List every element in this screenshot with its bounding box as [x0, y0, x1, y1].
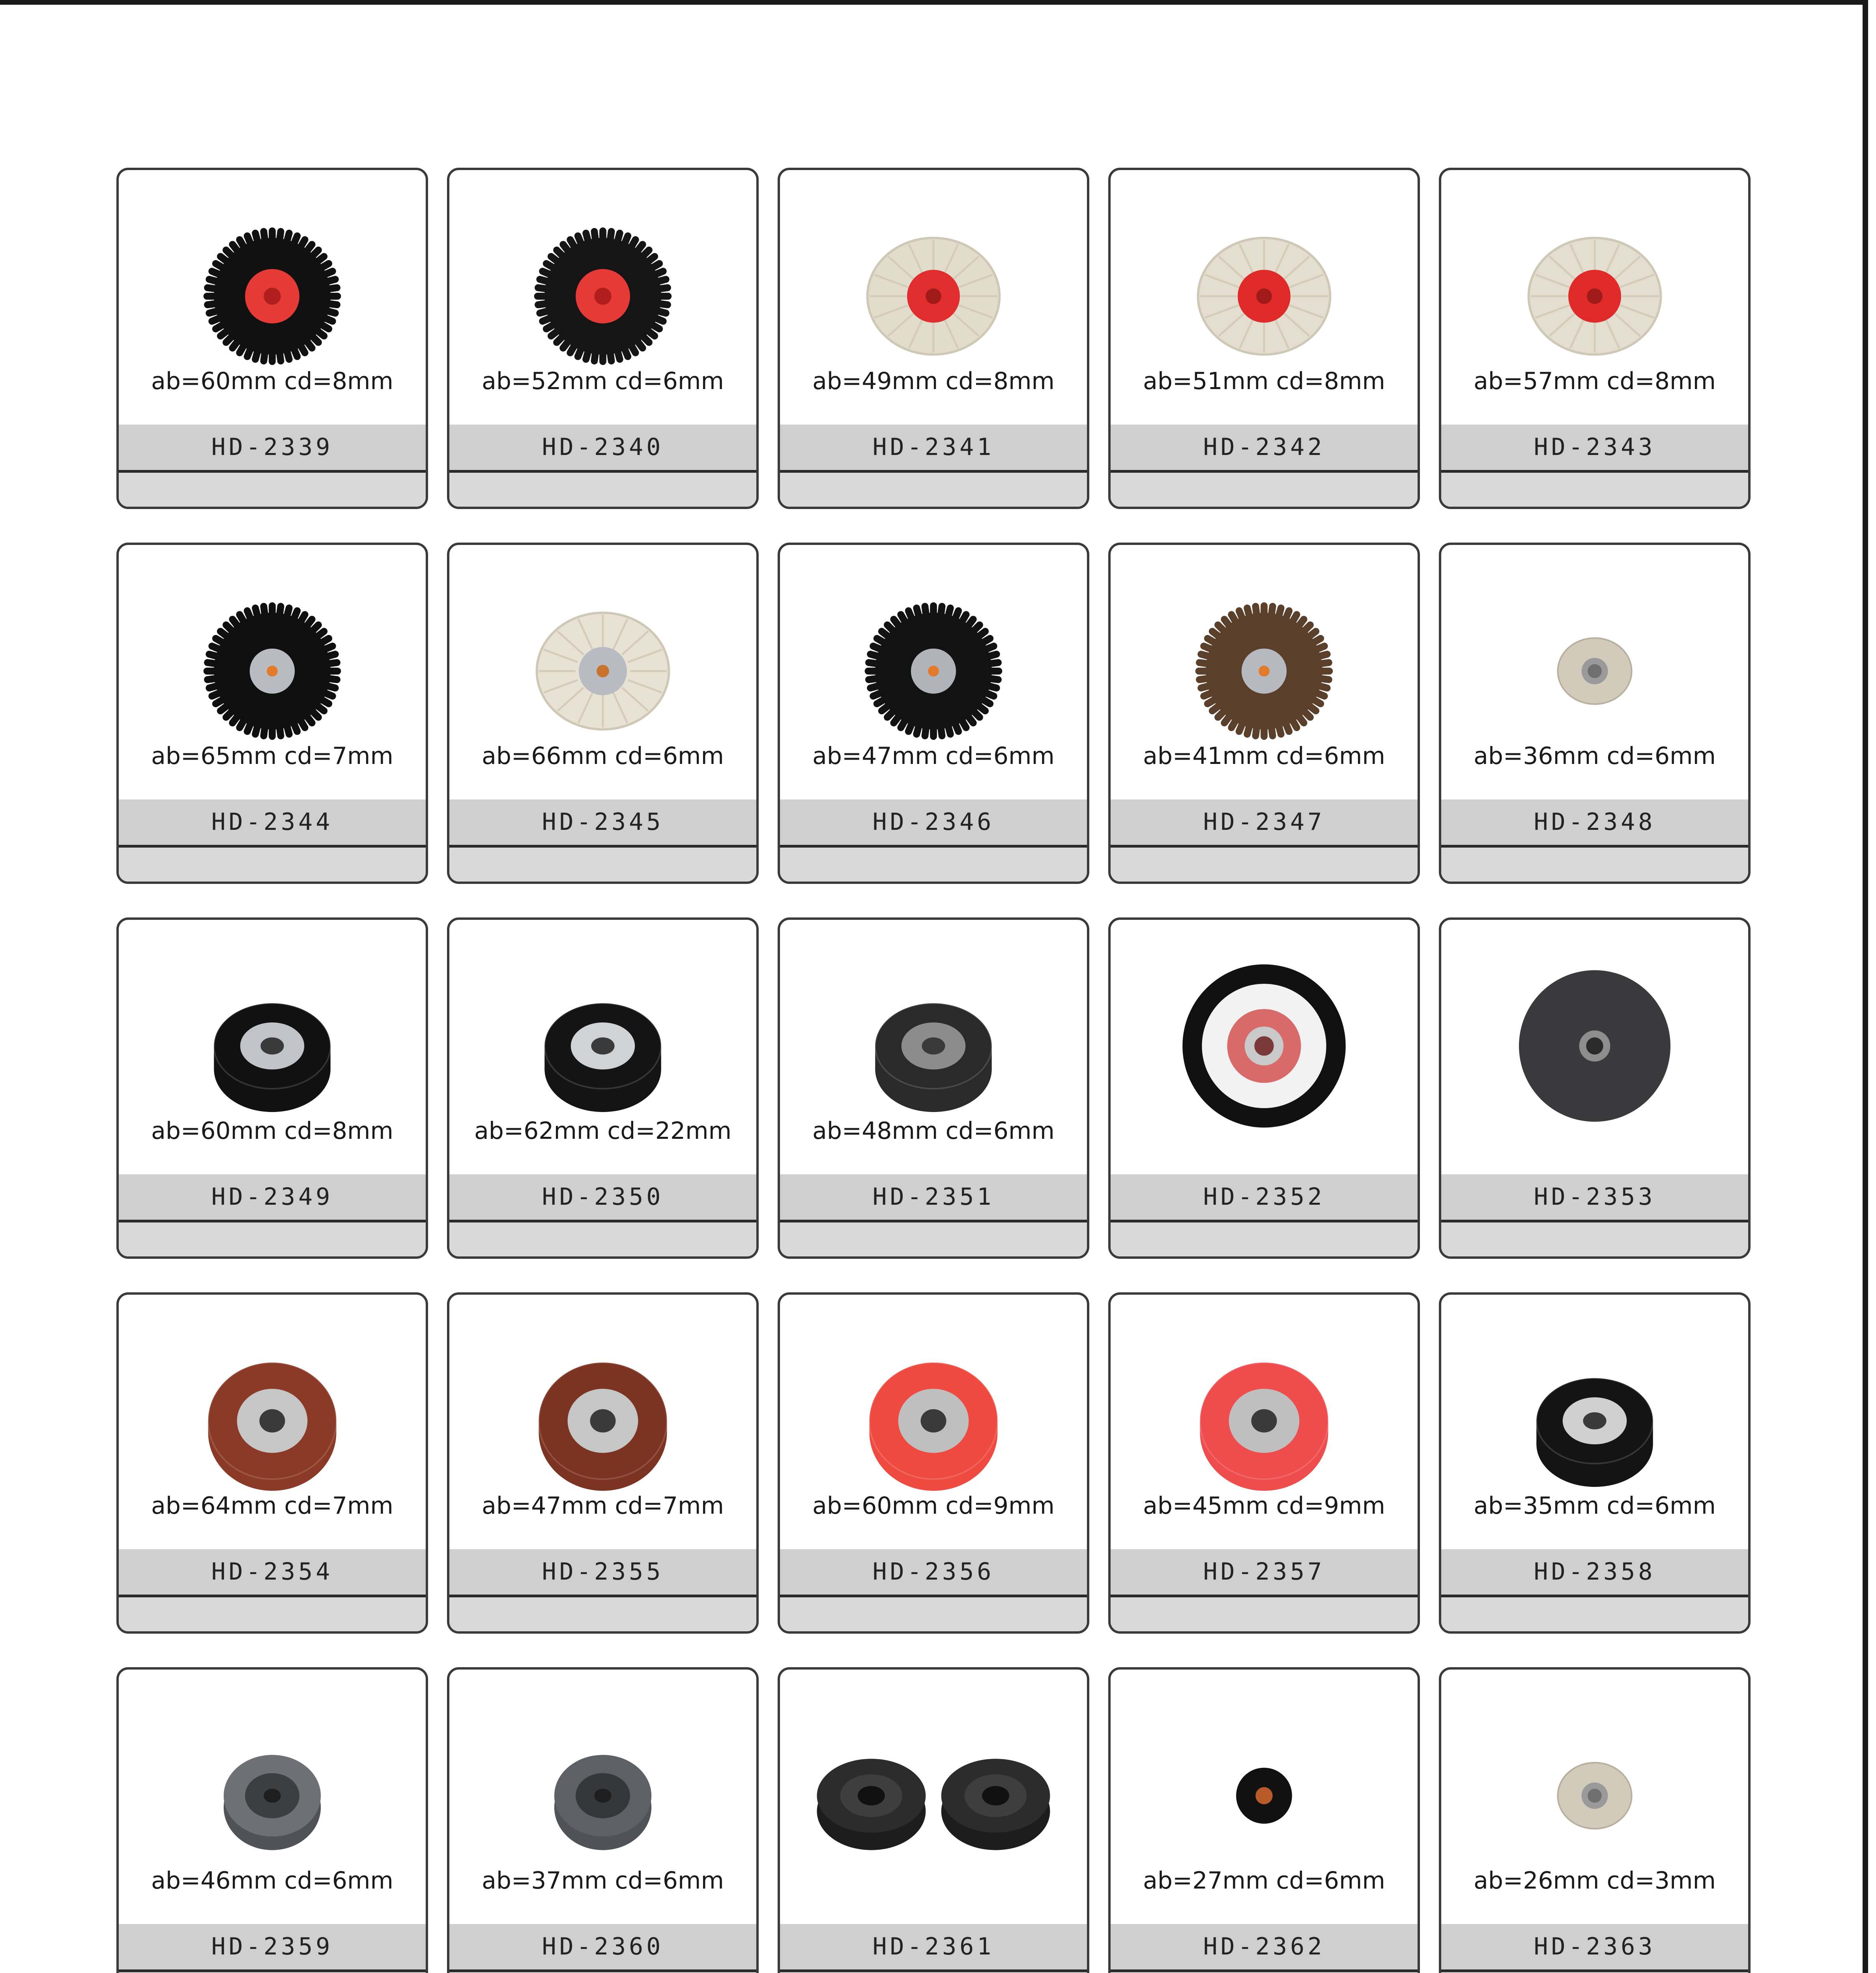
product-dimensions: ab=35mm cd=6mm: [1474, 1492, 1716, 1520]
product-code: HD-2359: [119, 1924, 426, 1972]
product-code: HD-2353: [1441, 1174, 1748, 1222]
product-card: [1439, 168, 1751, 509]
product-code: HD-2342: [1111, 425, 1418, 473]
product-code: HD-2352: [1111, 1174, 1418, 1222]
product-card: [116, 168, 428, 509]
card-footer-bar: [1111, 848, 1418, 882]
card-footer-bar: [1441, 473, 1748, 507]
card-footer-bar: [449, 1222, 756, 1256]
product-dimensions: ab=26mm cd=3mm: [1474, 1867, 1716, 1894]
product-card: [778, 168, 1089, 509]
product-card: [447, 1667, 759, 1973]
product-dimensions: ab=66mm cd=6mm: [482, 742, 724, 770]
product-card: [1108, 1667, 1420, 1973]
card-footer-bar: [1441, 1597, 1748, 1631]
product-card: [1439, 917, 1751, 1259]
product-dimensions: ab=51mm cd=8mm: [1143, 367, 1385, 395]
product-code: HD-2348: [1441, 799, 1748, 848]
grey-rubber-wheel-icon: [1441, 920, 1748, 1157]
product-card: [116, 917, 428, 1259]
card-footer-bar: [449, 1597, 756, 1631]
product-dimensions: ab=48mm cd=6mm: [812, 1117, 1055, 1145]
card-footer-bar: [1111, 1597, 1418, 1631]
card-footer-bar: [780, 848, 1087, 882]
product-code: HD-2349: [119, 1174, 426, 1222]
card-footer-bar: [1111, 1222, 1418, 1256]
product-code: HD-2362: [1111, 1924, 1418, 1972]
black-white-red-wheel-icon: [1111, 920, 1418, 1157]
product-dimensions: ab=47mm cd=7mm: [482, 1492, 724, 1520]
product-dimensions: ab=52mm cd=6mm: [482, 367, 724, 395]
product-dimensions: ab=60mm cd=8mm: [151, 1117, 393, 1145]
product-dimensions: ab=41mm cd=6mm: [1143, 742, 1385, 770]
product-card: [447, 1292, 759, 1634]
product-dimensions: ab=64mm cd=7mm: [151, 1492, 393, 1520]
product-code: HD-2361: [780, 1924, 1087, 1972]
card-footer-bar: [780, 473, 1087, 507]
product-card: [778, 543, 1089, 884]
product-card: [447, 168, 759, 509]
product-dimensions: ab=57mm cd=8mm: [1474, 367, 1716, 395]
product-dimensions: ab=45mm cd=9mm: [1143, 1492, 1385, 1520]
card-footer-bar: [780, 1597, 1087, 1631]
product-card: [778, 1667, 1089, 1973]
card-footer-bar: [449, 848, 756, 882]
product-card: [1108, 168, 1420, 509]
card-footer-bar: [780, 1222, 1087, 1256]
product-card: [1108, 917, 1420, 1259]
card-footer-bar: [119, 848, 426, 882]
card-footer-bar: [119, 1222, 426, 1256]
product-dimensions: ab=65mm cd=7mm: [151, 742, 393, 770]
product-code: HD-2350: [449, 1174, 756, 1222]
card-footer-bar: [1441, 848, 1748, 882]
product-code: HD-2341: [780, 425, 1087, 473]
product-code: HD-2363: [1441, 1924, 1748, 1972]
product-code: HD-2343: [1441, 425, 1748, 473]
product-card: [1108, 1292, 1420, 1634]
product-code: HD-2360: [449, 1924, 756, 1972]
product-card: [116, 1667, 428, 1973]
product-dimensions: ab=62mm cd=22mm: [474, 1117, 732, 1145]
product-code: HD-2346: [780, 799, 1087, 848]
product-card: [447, 917, 759, 1259]
product-code: HD-2347: [1111, 799, 1418, 848]
product-card: [1439, 1667, 1751, 1973]
product-dimensions: ab=60mm cd=9mm: [812, 1492, 1055, 1520]
card-footer-bar: [1441, 1222, 1748, 1256]
product-card: [447, 543, 759, 884]
product-code: HD-2339: [119, 425, 426, 473]
product-code: HD-2344: [119, 799, 426, 848]
card-footer-bar: [1111, 473, 1418, 507]
product-dimensions: ab=46mm cd=6mm: [151, 1867, 393, 1894]
product-dimensions: ab=49mm cd=8mm: [812, 367, 1055, 395]
product-card: [778, 1292, 1089, 1634]
product-code: HD-2355: [449, 1549, 756, 1597]
product-dimensions: ab=27mm cd=6mm: [1143, 1867, 1385, 1894]
black-plastic-cups-pair-icon: [780, 1670, 1087, 1906]
card-footer-bar: [119, 473, 426, 507]
product-card: [1439, 1292, 1751, 1634]
product-code: HD-2354: [119, 1549, 426, 1597]
product-dimensions: ab=37mm cd=6mm: [482, 1867, 724, 1894]
product-card: [1108, 543, 1420, 884]
product-code: HD-2345: [449, 799, 756, 848]
product-card: [116, 543, 428, 884]
card-footer-bar: [449, 473, 756, 507]
card-footer-bar: [119, 1597, 426, 1631]
product-dimensions: ab=60mm cd=8mm: [151, 367, 393, 395]
product-dimensions: ab=47mm cd=6mm: [812, 742, 1055, 770]
product-code: HD-2357: [1111, 1549, 1418, 1597]
product-code: HD-2356: [780, 1549, 1087, 1597]
product-dimensions: ab=36mm cd=6mm: [1474, 742, 1716, 770]
product-card: [778, 917, 1089, 1259]
product-code: HD-2358: [1441, 1549, 1748, 1597]
product-card: [1439, 543, 1751, 884]
product-code: HD-2351: [780, 1174, 1087, 1222]
product-card: [116, 1292, 428, 1634]
product-code: HD-2340: [449, 425, 756, 473]
